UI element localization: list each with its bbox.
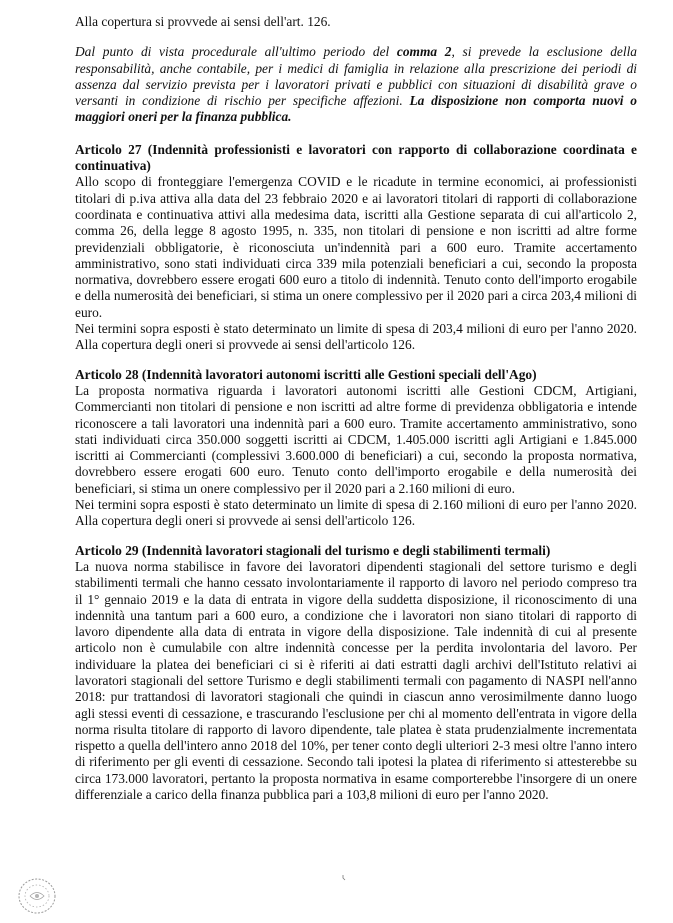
article-limit: Nei termini sopra esposti è stato determinato un limite di spesa di 2.160 milioni di euro per l'anno 2020. Alla copertura degli oneri si provvede ai sensi dell'articolo 126. <box>75 497 637 529</box>
article-heading: Articolo 28 (Indennità lavoratori autonomi iscritti alle Gestioni speciali dell'Ago) <box>75 366 537 382</box>
page-mark-icon <box>342 868 346 874</box>
article-body: La proposta normativa riguarda i lavoratori autonomi iscritti alle Gestioni CDCM, Artigiani, Commercianti non titolari di pensione e non iscritti ad altre forme di previdenza obbligatoria e intende riconoscere a tali lavoratori una indennità pari a 600 euro. Tramite accertamento amministrativo, sono stati individuati circa 350.000 soggetti iscritti ai CDCM, 1.405.000 iscritti agli Artigiani e 1.845.000 iscritti ai Commercianti (complessivi 3.600.000 di beneficiari) a cui, secondo la proposta normativa, dovrebbero essere erogati 600 euro. Tenuto conto dell'importo erogabile e della numerosità dei beneficiari, si stima un onere complessivo per il 2020 pari a 2.160 milioni di euro. <box>75 382 637 496</box>
procedural-note <box>75 44 637 125</box>
article-27 <box>75 142 637 354</box>
procedural-comma: comma 2 <box>396 44 452 60</box>
document-page <box>75 14 637 816</box>
procedural-text-1: Dal punto di vista procedurale all'ultimo periodo del <box>75 44 397 60</box>
article-28 <box>75 367 637 530</box>
procedural-text-2: , si prevede la esclusione della responsabilità, anche contabile, per i medici di famiglia in relazione alla prescrizione dei periodi di assenza dal servizio prevista per i lavoratori privati e pubblici con situazioni di disabilità grave o versanti in condizione di rischio per specifiche affezioni. <box>75 44 637 109</box>
article-heading: Articolo 29 (Indennità lavoratori stagionali del turismo e degli stabilimenti termali) <box>75 542 551 558</box>
coverage-note: Alla copertura si provvede ai sensi dell'art. 126. <box>75 14 331 29</box>
article-29 <box>75 543 637 804</box>
article-heading: Articolo 27 (Indennità professionisti e lavoratori con rapporto di collaborazione coordinata e continuativa) <box>75 141 637 174</box>
circular-seal-icon <box>16 876 58 916</box>
procedural-conclusion: La disposizione non comporta nuovi o maggiori oneri per la finanza pubblica. <box>75 93 637 125</box>
article-limit: Nei termini sopra esposti è stato determinato un limite di spesa di 203,4 milioni di euro per l'anno 2020. Alla copertura degli oneri si provvede ai sensi dell'articolo 126. <box>75 321 637 353</box>
article-body: La nuova norma stabilisce in favore dei lavoratori dipendenti stagionali del settore turismo e degli stabilimenti termali che hanno cessato involontariamente il rapporto di lavoro nel periodo compreso tra il 1° gennaio 2019 e la data di entrata in vigore della suddetta disposizione, il riconoscimento di una indennità una tantum pari a 600 euro, a condizione che i lavoratori non siano titolari di rapporto di lavoro dipendente alla data di entrata in vigore della disposizione. Tale indennità di cui al presente articolo non è cumulabile con altre indennità concesse per la perdita involontaria del lavoro. Per individuare la platea dei beneficiari ci si è riferiti ai dati estratti dagli archivi dell'Istituto relativi ai lavoratori stagionali del settore Turismo e degli stabilimenti termali con pagamento di NASPI nell'anno 2018: pur trattandosi di lavoratori stagionali che quindi in ciascun anno verosimilmente danno luogo agli stessi eventi di cessazione, e trascurando l'esclusione per chi al momento dell'entrata in vigore della norma risulta titolare di rapporto di lavoro dipendente, tale platea è stata prudenzialmente incrementata rispetto a quella dell'intero anno 2018 del 10%, per tener conto degli ulteriori 2-3 mesi oltre l'anno intero di riferimento per gli eventi di cessazione. Secondo tali ipotesi la platea di riferimento si attesterebbe su circa 173.000 lavoratori, pertanto la proposta normativa in esame comporterebbe l'insorgere di un onere differenziale a carico della finanza pubblica pari a 103,8 milioni di euro per l'anno 2020. <box>75 558 637 803</box>
article-body: Allo scopo di fronteggiare l'emergenza COVID e le ricadute in termine economici, ai professionisti titolari di p.iva attiva alla data del 23 febbraio 2020 e ai lavoratori titolari di rapporti di collaborazione coordinata e continuativa attivi alla medesima data, iscritti alla Gestione separata di cui all'articolo 2, comma 26, della legge 8 agosto 1995, n. 335, non titolari di pensione e non iscritti ad altre forme previdenziali obbligatorie, è riconosciuta un'indennità pari a 600 euro. Tramite accertamento amministrativo, sono stati individuati circa 339 mila potenziali beneficiari a cui, secondo la proposta normativa, dovrebbero essere erogati 600 euro a titolo di indennità. Tenuto conto dell'importo erogabile e della numerosità dei beneficiari, si stima un onere complessivo per il 2020 pari a circa 203,4 milioni di euro. <box>75 174 637 320</box>
